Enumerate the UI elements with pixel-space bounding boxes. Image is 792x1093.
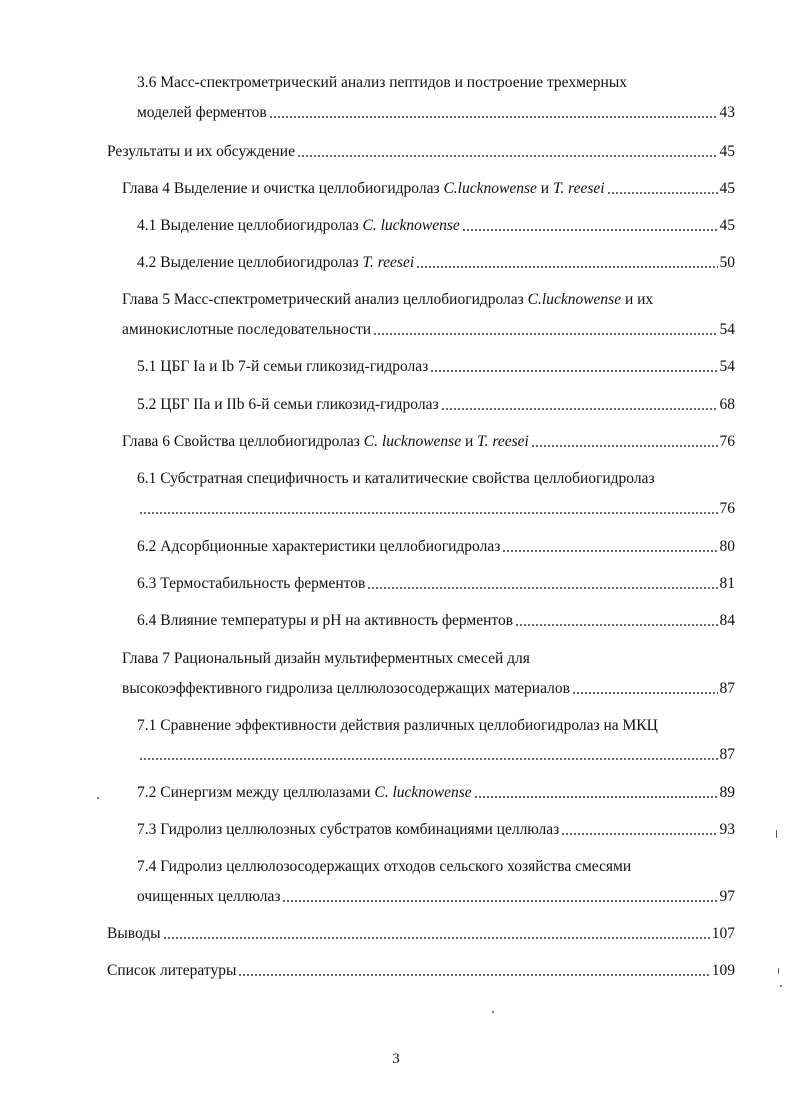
toc-entry-chapter-7-line1: Глава 7 Рациональный дизайн мультиферментных смесей для	[122, 650, 530, 667]
dot-leader	[572, 692, 718, 694]
page-ref: 45	[719, 143, 735, 160]
page-ref: 81	[719, 575, 735, 592]
page-number: 3	[392, 1051, 400, 1067]
page-ref: 87	[719, 680, 735, 697]
scan-speck	[97, 797, 99, 799]
toc-entry-results: Результаты и их обсуждение 45	[107, 143, 735, 160]
dot-leader	[139, 512, 718, 514]
dot-leader	[373, 333, 717, 335]
dot-leader	[297, 155, 718, 157]
page-ref: 54	[719, 321, 735, 338]
toc-entry-7-4: очищенных целлюлаз 97	[137, 888, 735, 905]
page-ref: 84	[719, 612, 735, 629]
dot-leader	[430, 370, 717, 372]
page-ref: 43	[719, 104, 735, 121]
toc-entry-7-1	[137, 746, 735, 764]
toc-entry-7-2: 7.2 Синергизм между целлюлазами C. lucknowense 89	[137, 784, 735, 801]
page-ref: 54	[719, 358, 735, 375]
dot-leader	[607, 192, 718, 194]
toc-entry-7-1-line1: 7.1 Сравнение эффективности действия различных целлобиогидролаз на МКЦ	[137, 717, 658, 734]
dot-leader	[462, 229, 718, 231]
toc-entry-6-1	[137, 500, 735, 518]
toc-entry-chapter-4: Глава 4 Выделение и очистка целлобиогидролаз C.lucknowense и T. reesei 45	[122, 180, 735, 197]
dot-leader	[515, 624, 717, 626]
page-ref: 107	[711, 925, 735, 942]
toc-entry-7-4-line1: 7.4 Гидролиз целлюлозосодержащих отходов сельского хозяйства смесями	[137, 858, 632, 875]
page-ref: 76	[719, 433, 735, 450]
dot-leader	[139, 758, 718, 760]
scan-speck	[776, 830, 777, 838]
toc-entry-3-6-line1: 3.6 Масс-спектрометрический анализ пептидов и построение трехмерных	[137, 74, 627, 91]
dot-leader	[561, 833, 717, 835]
toc-entry-5-2: 5.2 ЦБГ IIa и IIb 6-й семьи гликозид-гидролаз 68	[137, 396, 735, 413]
dot-leader	[474, 796, 718, 798]
dot-leader	[269, 116, 718, 118]
toc-entry-references: Список литературы 109	[107, 962, 735, 979]
page-ref: 76	[719, 500, 735, 517]
toc-entry-6-1-line1: 6.1 Субстратная специфичность и каталитические свойства целлобиогидролаз	[137, 470, 655, 487]
page-ref: 97	[719, 888, 735, 905]
dot-leader	[282, 900, 717, 902]
toc-entry-3-6: моделей ферментов 43	[137, 104, 735, 121]
dot-leader	[502, 550, 717, 552]
page-ref: 93	[719, 821, 735, 838]
page-ref: 50	[719, 254, 735, 271]
dot-leader	[531, 445, 718, 447]
toc-entry-conclusions: Выводы 107	[107, 925, 735, 942]
dot-leader	[238, 974, 709, 976]
toc-entry-4-1: 4.1 Выделение целлобиогидролаз C. lucknowense 45	[137, 217, 735, 234]
page-ref: 80	[719, 538, 735, 555]
dot-leader	[367, 587, 717, 589]
toc-entry-7-3: 7.3 Гидролиз целлюлозных субстратов комбинациями целлюлаз 93	[137, 821, 735, 838]
page-ref: 87	[719, 746, 735, 763]
dot-leader	[163, 937, 710, 939]
toc-entry-6-4: 6.4 Влияние температуры и pH на активность ферментов 84	[137, 612, 735, 629]
toc-entry-4-2: 4.2 Выделение целлобиогидролаз T. reesei 50	[137, 254, 735, 271]
dot-leader	[441, 408, 718, 410]
toc-entry-6-2: 6.2 Адсорбционные характеристики целлобиогидролаз 80	[137, 538, 735, 555]
toc-entry-chapter-5: аминокислотные последовательности 54	[122, 321, 735, 338]
toc-entry-chapter-5-line1: Глава 5 Масс-спектрометрический анализ целлобиогидролаз C.lucknowense и их	[122, 291, 654, 308]
scan-speck	[492, 1011, 494, 1013]
scan-speck	[780, 985, 782, 987]
toc-entry-5-1: 5.1 ЦБГ Ia и Ib 7-й семьи гликозид-гидролаз 54	[137, 358, 735, 375]
toc-entry-6-3: 6.3 Термостабильность ферментов 81	[137, 575, 735, 592]
toc-entry-chapter-7: высокоэффективного гидролиза целлюлозосодержащих материалов 87	[122, 680, 735, 697]
dot-leader	[416, 266, 717, 268]
page-ref: 68	[719, 396, 735, 413]
toc-entry-chapter-6: Глава 6 Свойства целлобиогидролаз C. lucknowense и T. reesei 76	[122, 433, 735, 450]
scan-speck	[778, 968, 779, 974]
page-ref: 45	[719, 180, 735, 197]
page-ref: 89	[719, 784, 735, 801]
page-ref: 45	[719, 217, 735, 234]
page-ref: 109	[711, 962, 735, 979]
